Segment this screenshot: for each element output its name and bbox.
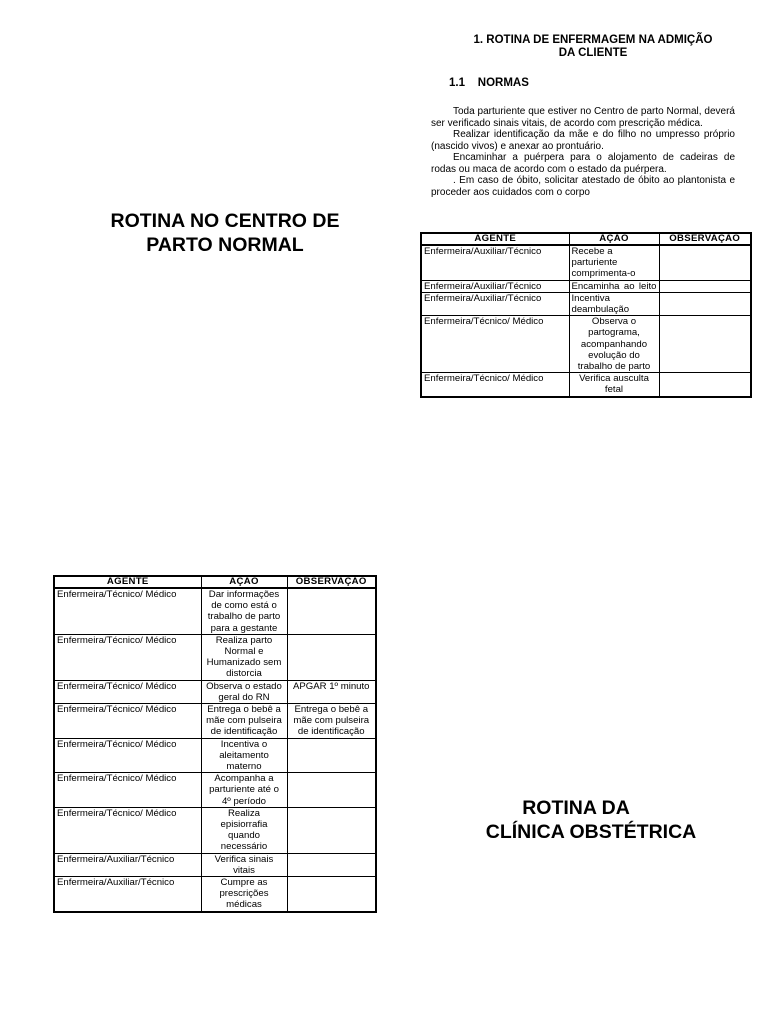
cell-acao: Observa o estado geral do RN [201, 680, 287, 703]
cell-agente: Enfermeira/Técnico/ Médico [421, 373, 569, 397]
cell-observacao [659, 316, 751, 373]
cell-agente: Enfermeira/Técnico/ Médico [421, 316, 569, 373]
cell-agente: Enfermeira/Técnico/ Médico [54, 634, 201, 680]
normas-paragraphs [431, 106, 735, 198]
table-row [421, 316, 751, 373]
column-header-agente: AGENTE [421, 233, 569, 245]
table-row [54, 588, 376, 634]
cell-observacao [287, 773, 376, 808]
section-heading-line-1: 1. ROTINA DE ENFERMAGEM NA ADMIÇÃO [473, 34, 713, 46]
section-heading-line-2: DA CLIENTE [558, 47, 628, 59]
cell-agente: Enfermeira/Técnico/ Médico [54, 773, 201, 808]
cell-observacao [659, 245, 751, 280]
cell-acao: Entrega o bebê a mãe com pulseira de identificação [201, 704, 287, 739]
cell-acao: Verifica ausculta fetal [569, 373, 659, 397]
cell-observacao [287, 588, 376, 634]
left-title-line-1: ROTINA NO CENTRO DE [110, 210, 340, 232]
cell-observacao [659, 280, 751, 292]
cell-agente: Enfermeira/Técnico/ Médico [54, 680, 201, 703]
routine-table-top [420, 232, 752, 398]
cell-agente: Enfermeira/Auxiliar/Técnico [421, 292, 569, 315]
cell-acao: Incentiva deambulação [569, 292, 659, 315]
cell-agente: Enfermeira/Auxiliar/Técnico [421, 245, 569, 280]
cell-observacao: APGAR 1º minuto [287, 680, 376, 703]
right-title-line-2: CLÍNICA OBSTÉTRICA [485, 821, 697, 843]
table-header-row [54, 576, 376, 588]
paragraph: Realizar identificação da mãe e do filho no umpresso próprio (nascido vivos) e anexar ao prontuário. [431, 129, 735, 152]
cell-acao: Acompanha a parturiente até o 4º período [201, 773, 287, 808]
cell-agente: Enfermeira/Técnico/ Médico [54, 704, 201, 739]
paragraph: Encaminhar a puérpera para o alojamento de cadeiras de rodas ou maca de acordo com o estado da puérpera. [431, 152, 735, 175]
table-row [54, 738, 376, 773]
column-header-observacao: OBSERVAÇÃO [659, 233, 751, 245]
cell-observacao [287, 877, 376, 912]
cell-acao: Recebe a parturiente comprimenta-o [569, 245, 659, 280]
cell-observacao [287, 738, 376, 773]
cell-acao: Realiza parto Normal e Humanizado sem distorcia [201, 634, 287, 680]
table-row [421, 245, 751, 280]
table-row [54, 634, 376, 680]
cell-acao: Cumpre as prescrições médicas [201, 877, 287, 912]
table-row [54, 877, 376, 912]
section-heading [440, 34, 746, 60]
table-row [421, 292, 751, 315]
section-subheading: 1.1 NORMAS [449, 77, 529, 89]
cell-acao: Incentiva o aleitamento materno [201, 738, 287, 773]
table-header-row [421, 233, 751, 245]
cell-acao: Dar informações de como está o trabalho de parto para a gestante [201, 588, 287, 634]
cell-observacao [659, 292, 751, 315]
cell-observacao: Entrega o bebê a mãe com pulseira de identificação [287, 704, 376, 739]
cell-agente: Enfermeira/Auxiliar/Técnico [54, 877, 201, 912]
column-header-acao: AÇÃO [201, 576, 287, 588]
table-row [54, 807, 376, 853]
table-row [421, 373, 751, 397]
cell-observacao [659, 373, 751, 397]
cell-acao: Observa o partograma, acompanhando evolução do trabalho de parto [569, 316, 659, 373]
cell-acao: Verifica sinais vitais [201, 853, 287, 876]
cell-agente: Enfermeira/Técnico/ Médico [54, 738, 201, 773]
routine-table-bottom [53, 575, 377, 913]
cell-acao: Encaminha ao leito [569, 280, 659, 292]
cell-agente: Enfermeira/Técnico/ Médico [54, 588, 201, 634]
table-row [54, 853, 376, 876]
cell-observacao [287, 807, 376, 853]
table-row [54, 680, 376, 703]
cell-agente: Enfermeira/Técnico/ Médico [54, 807, 201, 853]
cell-agente: Enfermeira/Auxiliar/Técnico [54, 853, 201, 876]
table-row [54, 773, 376, 808]
right-title [460, 796, 722, 844]
cell-observacao [287, 634, 376, 680]
paragraph: Toda parturiente que estiver no Centro de parto Normal, deverá ser verificado sinais vitais, de acordo com prescrição médica. [431, 106, 735, 129]
cell-acao: Realiza episiorrafia quando necessário [201, 807, 287, 853]
left-title-line-2: PARTO NORMAL [146, 234, 304, 256]
right-title-line-1: ROTINA DA [522, 797, 630, 819]
table-row [421, 280, 751, 292]
column-header-agente: AGENTE [54, 576, 201, 588]
left-title [70, 209, 380, 257]
cell-observacao [287, 853, 376, 876]
paragraph: . Em caso de óbito, solicitar atestado de óbito ao plantonista e proceder aos cuidados com o corpo [431, 175, 735, 198]
column-header-observacao: OBSERVAÇÃO [287, 576, 376, 588]
cell-agente: Enfermeira/Auxiliar/Técnico [421, 280, 569, 292]
table-row [54, 704, 376, 739]
column-header-acao: AÇÃO [569, 233, 659, 245]
